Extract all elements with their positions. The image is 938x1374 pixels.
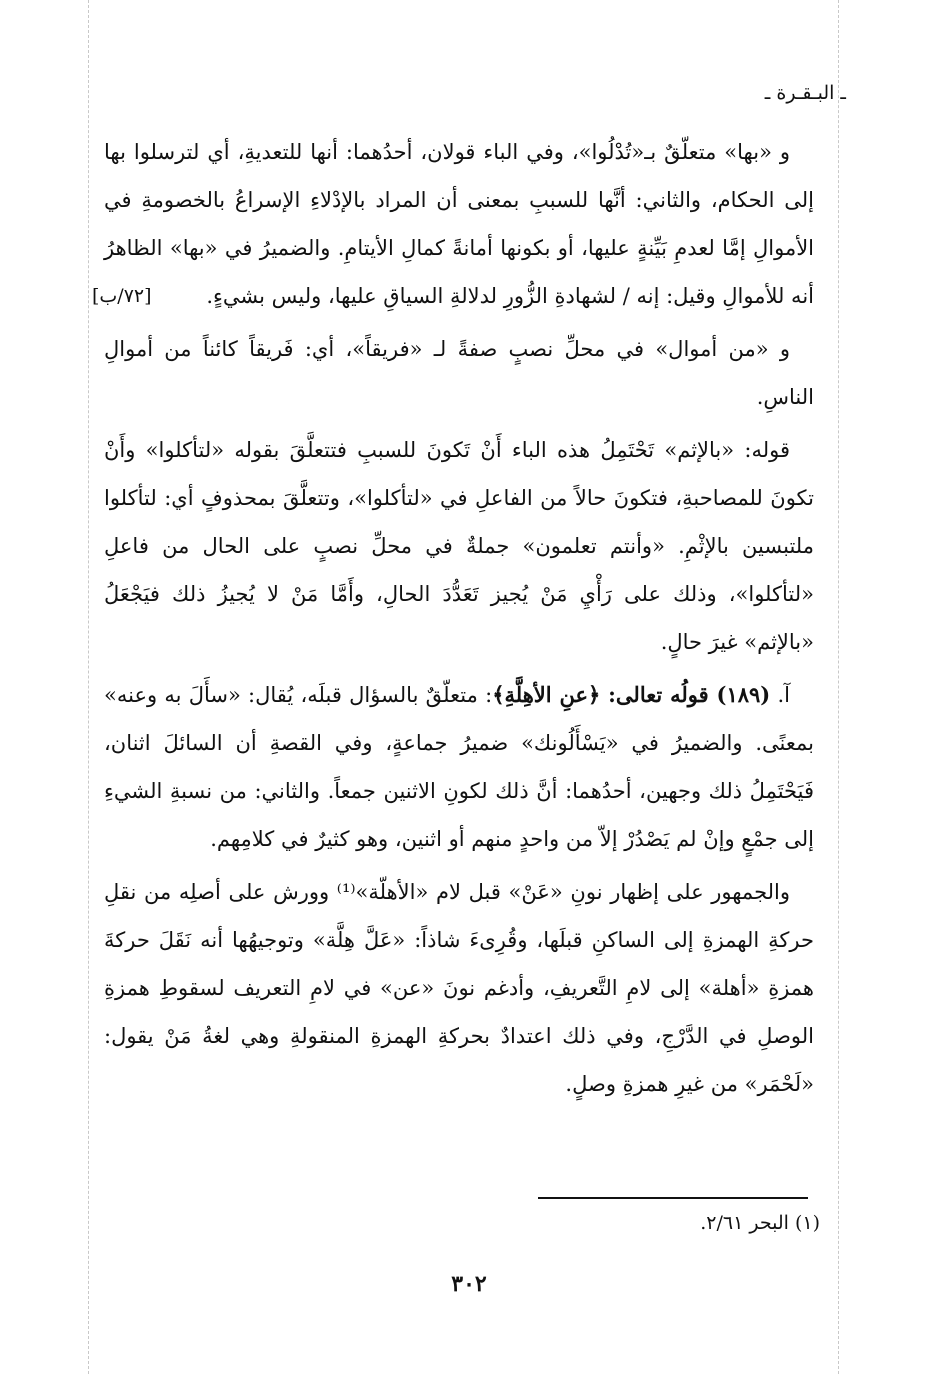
crop-guide-left <box>88 0 89 1374</box>
footnote: (١) البحر ٢/٦١. <box>700 1212 820 1234</box>
page-number: ٣٠٢ <box>451 1271 487 1297</box>
crop-guide-right <box>838 0 839 1374</box>
main-text <box>92 128 814 1113</box>
running-head: ـ البـقـرة ـ <box>764 82 846 104</box>
verse-marker: آ. <box>777 683 790 707</box>
paragraph: قوله: «بالإثم» تَحْتَمِلُ هذه الباء أَنْ تَكونَ للسببِ فتتعلَّقَ بقوله «لتأكلوا» وأَنْ تكونَ للمصاحبةِ، فتكونَ حالاً من الفاعلِ في «لتأكلوا»، وتتعلَّقَ بمحذوفٍ أي: لتأكلوا ملتبسين بالإثْمِ. «وأنتم تعلمون» جملةٌ في محلِّ نصبٍ على الحال من فاعلِ «لتأكلوا»، وذلك على رَأْيِ مَنْ يُجيز تَعَدُّدَ الحالِ، وأَمَّا مَنْ لا يُجيزُ ذلك فيَجْعَلُ «بالإثم» غيرَ حالٍ. <box>104 438 814 654</box>
paragraph: و «من أموال» في محلِّ نصبٍ صفةً لـ «فريقاً»، أي: فَريقاً كائناً من أموالِ الناسِ. <box>104 337 814 409</box>
verse-heading: (١٨٩) قولُه تعالى: ﴿عنِ الأهِلَّةِ﴾ <box>492 682 771 707</box>
footnote-divider <box>538 1197 808 1199</box>
verse-commentary: : متعلّقٌ بالسؤال قبلَه، يُقال: «سأَلَ به وعنه» بمعنًى. والضميرُ في «يَسْأَلُونك» ضميرُ جماعةٍ، وفي القصةِ أن السائلَ اثنان، فَيَحْتَمِلُ ذلك وجهين، أحدُهما: أنَّ ذلك لكونِ الاثنين جمعاً. والثاني: من نسبةِ الشيءِ إلى جمْعٍ وإنْ لم يَصْدُرْ إلاّ من واحدٍ منهم أو اثنين، وهو كثيرٌ في كلامِهم. <box>104 683 814 851</box>
paragraph: و «بها» متعلّقٌ بـ«تُدْلُوا»، وفي الباء قولان، أحدُهما: أنها للتعديةِ، أي لترسلوا بها إلى الحكام، والثاني: أنَّها للسببِ بمعنى أن المراد بالإدْلاءِ الإسراعُ بالخصومةِ في الأموالِ إمَّا لعدمِ بَيِّنةٍ عليها، أو بكونها أمانةً كمالِ الأيتامِ. والضميرُ في «بها» الظاهرُ أنه للأموالِ وقيل: إنه / لشهادةِ الزُّورِ لدلالةِ السياقِ عليها، وليس بشيءٍ. <box>104 140 814 308</box>
paragraph: والجمهور على إظهار نونِ «عَنْ» قبل لام «الأهلّة»⁽¹⁾ وورش على أصلِه من نقلِ حركةِ الهمزةِ إلى الساكنِ قبلَها، وقُرِىءَ شاذاً: «عَلَّ هِلَّة» وتوجيهُها أنه نَقَلَ حركةَ همزةِ «أهلة» إلى لامِ التَّعريفِ، وأدغم نونَ «عن» في لامِ التعريف لسقوطِ همزةِ الوصلِ في الدَّرْجِ، وفي ذلك اعتدادٌ بحركةِ الهمزةِ المنقولةِ وهي لغةُ مَنْ يقول: «لَحْمَر» من غيرِ همزةِ وصلٍ. <box>104 880 814 1096</box>
verse-paragraph <box>104 671 814 863</box>
folio-marker: [٧٢/ب] <box>92 285 152 307</box>
